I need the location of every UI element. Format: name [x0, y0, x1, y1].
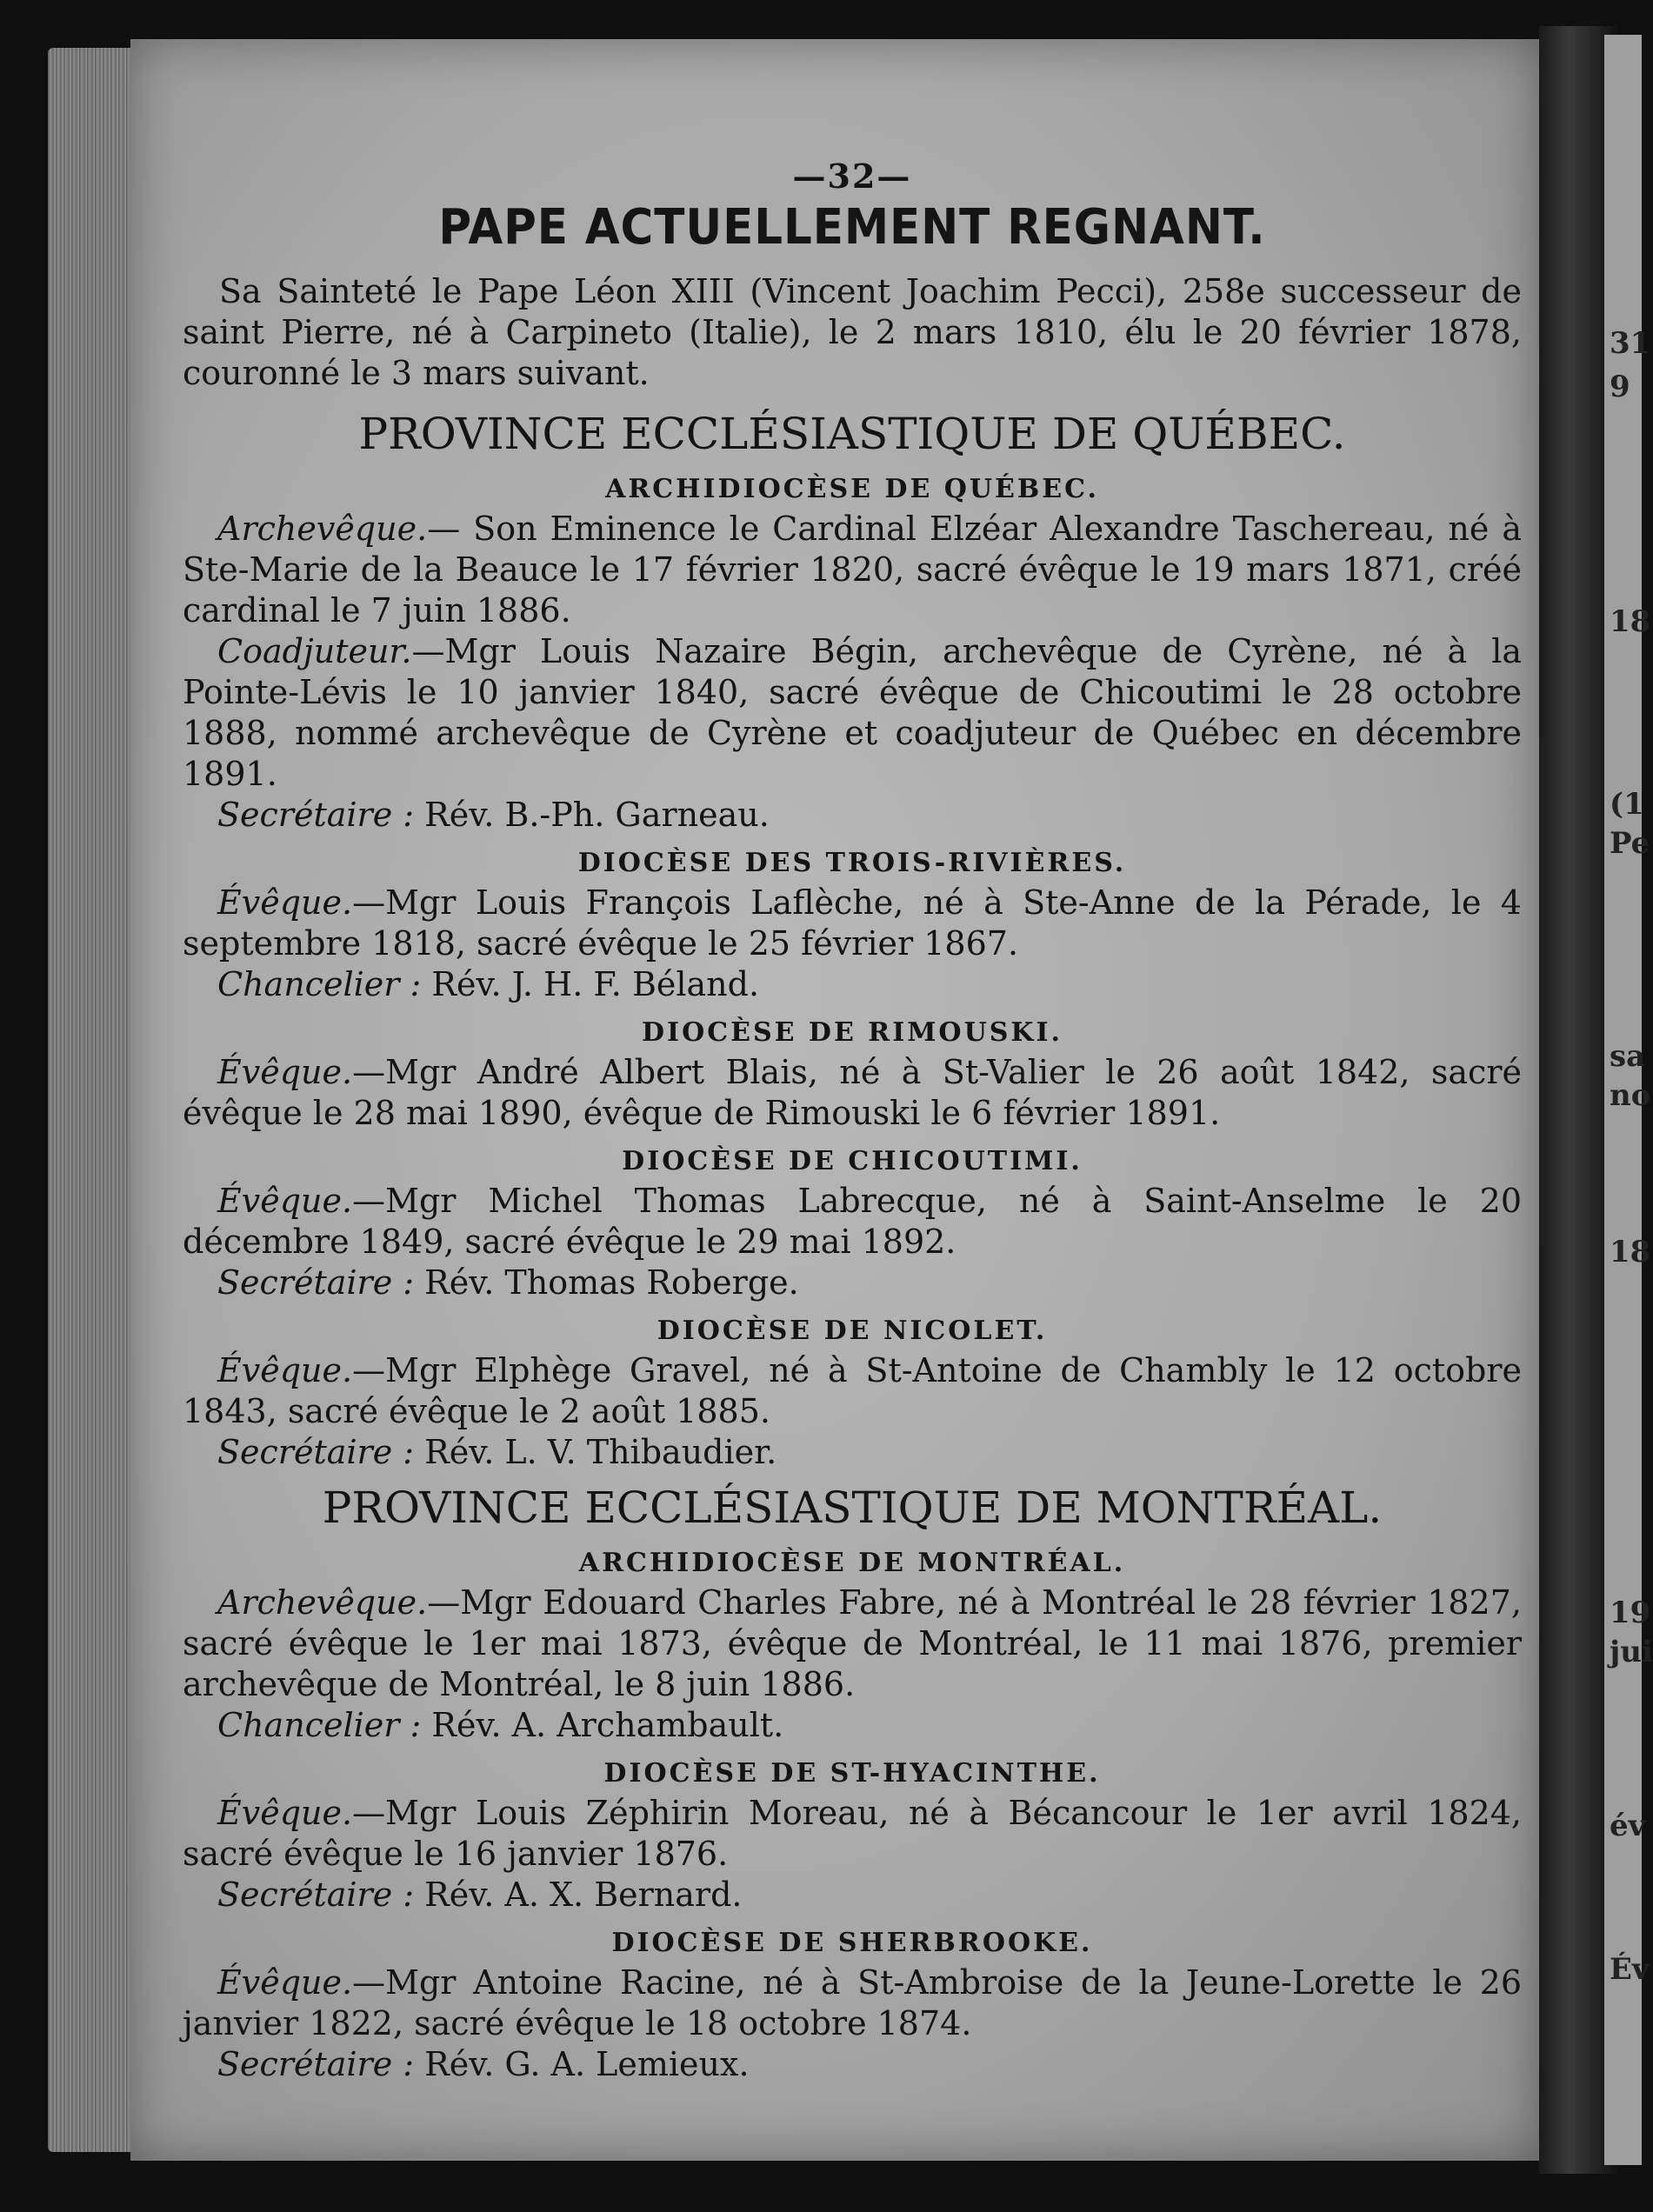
- diocese-heading: ARCHIDIOCÈSE DE MONTRÉAL.: [578, 1548, 1126, 1578]
- entry-text: Rév. B.-Ph. Garneau.: [424, 796, 770, 834]
- role-label: Secrétaire :: [217, 1263, 415, 1302]
- fragment-text: év: [1610, 1809, 1646, 1843]
- diocese-heading: DIOCÈSE DES TROIS-RIVIÈRES.: [577, 848, 1127, 878]
- entry-text: —Mgr Louis Nazaire Bégin, archevêque de Cyrène, né à la Pointe-Lévis le 10 janvier 1840, sacré évêque de Chicoutimi le 28 octobre 1888, nommé archevêque de Cyrène et coadjuteur de Québec en décembre 1891.: [183, 632, 1522, 793]
- archbishop-entry: [183, 509, 1522, 631]
- page-content: [183, 157, 1522, 2085]
- secretary-entry: [183, 795, 1522, 836]
- diocese-heading: DIOCÈSE DE CHICOUTIMI.: [622, 1146, 1083, 1176]
- secretary-entry: [183, 1875, 1522, 1916]
- entry-text: —Mgr André Albert Blais, né à St-Valier le 26 août 1842, sacré évêque le 28 mai 1890, évêque de Rimouski le 6 février 1891.: [183, 1053, 1522, 1132]
- page-number: —32—: [792, 157, 912, 196]
- province-heading-montreal: PROVINCE ECCLÉSIASTIQUE DE MONTRÉAL.: [322, 1482, 1383, 1533]
- role-label: Coadjuteur.: [217, 632, 412, 670]
- bishop-entry: [183, 1962, 1522, 2044]
- entry-text: —Mgr Antoine Racine, né à St-Ambroise de la Jeune-Lorette le 26 janvier 1822, sacré évêque le 18 octobre 1874.: [183, 1963, 1522, 2042]
- bishop-entry: [183, 1350, 1522, 1432]
- fragment-text: Év: [1610, 1952, 1650, 1987]
- province-heading-quebec: PROVINCE ECCLÉSIASTIQUE DE QUÉBEC.: [358, 409, 1346, 459]
- fragment-text: Pe: [1610, 826, 1650, 861]
- fragment-text: 19: [1610, 1596, 1651, 1630]
- entry-text: Rév. A. X. Bernard.: [424, 1876, 743, 1914]
- entry-text: Rév. L. V. Thibaudier.: [424, 1433, 777, 1471]
- role-label: Évêque.: [217, 1963, 353, 2002]
- role-label: Chancelier :: [217, 1706, 422, 1744]
- secretary-entry: [183, 1263, 1522, 1303]
- pope-paragraph: Sa Sainteté le Pape Léon XIII (Vincent Joachim Pecci), 258e successeur de saint Pierre, né à Carpineto (Italie), le 2 mars 1810, élu le 20 février 1878, couronné le 3 mars suivant.: [183, 272, 1522, 392]
- adjacent-page-fragment: [1604, 35, 1653, 2165]
- bishop-entry: [183, 883, 1522, 964]
- bishop-entry: [183, 1181, 1522, 1263]
- archbishop-entry: [183, 1582, 1522, 1705]
- role-label: Secrétaire :: [217, 2045, 415, 2083]
- role-label: Archevêque.: [217, 1583, 428, 1622]
- role-label: Évêque.: [217, 1053, 353, 1091]
- chancellor-entry: [183, 1705, 1522, 1746]
- entry-text: Rév. J. H. F. Béland.: [431, 965, 760, 1003]
- coadjutor-entry: [183, 631, 1522, 795]
- diocese-heading: DIOCÈSE DE SHERBROOKE.: [611, 1928, 1093, 1958]
- fragment-text: 18: [1610, 604, 1651, 639]
- bishop-entry: [183, 1052, 1522, 1134]
- entry-text: Rév. A. Archambault.: [431, 1706, 784, 1744]
- role-label: Évêque.: [217, 1182, 353, 1220]
- fragment-text: 9: [1610, 370, 1630, 404]
- role-label: Secrétaire :: [217, 796, 415, 834]
- fragment-text: (1: [1610, 787, 1644, 822]
- fragment-text: sa: [1610, 1039, 1646, 1074]
- secretary-entry: [183, 2044, 1522, 2085]
- entry-text: — Son Eminence le Cardinal Elzéar Alexandre Taschereau, né à Ste-Marie de la Beauce le 17 février 1820, sacré évêque le 19 mars 1871, créé cardinal le 7 juin 1886.: [183, 510, 1522, 630]
- diocese-heading: ARCHIDIOCÈSE DE QUÉBEC.: [605, 474, 1099, 504]
- diocese-heading: DIOCÈSE DE RIMOUSKI.: [642, 1017, 1063, 1048]
- role-label: Secrétaire :: [217, 1876, 415, 1914]
- bishop-entry: [183, 1793, 1522, 1875]
- role-label: Évêque.: [217, 883, 353, 922]
- fragment-text: jui: [1610, 1635, 1653, 1669]
- role-label: Chancelier :: [217, 965, 422, 1003]
- secretary-entry: [183, 1432, 1522, 1473]
- entry-text: Rév. Thomas Roberge.: [424, 1263, 799, 1302]
- entry-text: —Mgr Louis François Laflèche, né à Ste-Anne de la Pérade, le 4 septembre 1818, sacré évêque le 25 février 1867.: [183, 883, 1522, 963]
- role-label: Évêque.: [217, 1794, 353, 1832]
- role-label: Archevêque.: [217, 510, 428, 548]
- fragment-text: 31: [1610, 326, 1651, 361]
- entry-text: —Mgr Michel Thomas Labrecque, né à Saint-Anselme le 20 décembre 1849, sacré évêque le 29 mai 1892.: [183, 1182, 1522, 1261]
- entry-text: —Mgr Louis Zéphirin Moreau, né à Bécancour le 1er avril 1824, sacré évêque le 16 janvier 1876.: [183, 1794, 1522, 1873]
- diocese-heading: DIOCÈSE DE ST-HYACINTHE.: [603, 1758, 1101, 1789]
- role-label: Secrétaire :: [217, 1433, 415, 1471]
- entry-text: —Mgr Edouard Charles Fabre, né à Montréal le 28 février 1827, sacré évêque le 1er mai 1873, évêque de Montréal, le 11 mai 1876, premier archevêque de Montréal, le 8 juin 1886.: [183, 1583, 1522, 1703]
- chancellor-entry: [183, 964, 1522, 1005]
- fragment-text: 18: [1610, 1235, 1651, 1269]
- entry-text: —Mgr Elphège Gravel, né à St-Antoine de Chambly le 12 octobre 1843, sacré évêque le 2 août 1885.: [183, 1351, 1522, 1430]
- entry-text: Rév. G. A. Lemieux.: [424, 2045, 750, 2083]
- fragment-text: no: [1610, 1078, 1651, 1113]
- page-title: PAPE ACTUELLEMENT REGNANT.: [438, 199, 1266, 256]
- role-label: Évêque.: [217, 1351, 353, 1389]
- diocese-heading: DIOCÈSE DE NICOLET.: [657, 1316, 1048, 1346]
